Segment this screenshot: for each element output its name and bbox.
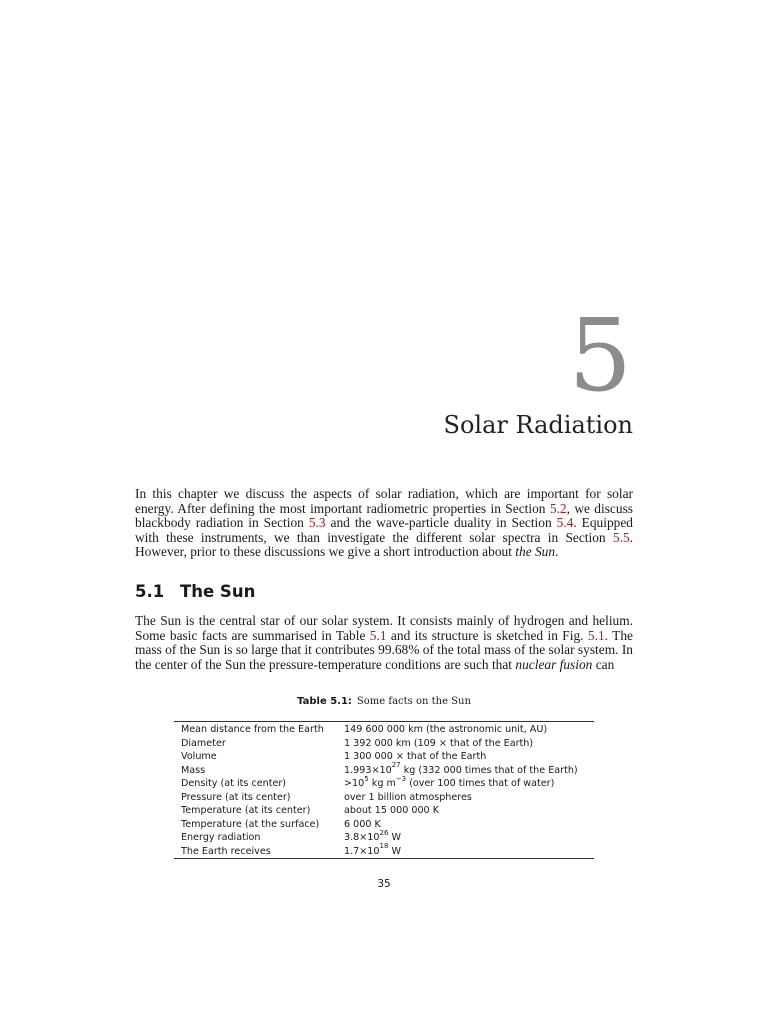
value-cell: about 15 000 000 K bbox=[344, 805, 440, 816]
intro-text-2: , we discuss blackbody radiation in Section bbox=[135, 500, 633, 531]
value-rest: (over 100 times that of water) bbox=[406, 778, 555, 789]
section-ref-5-4[interactable]: 5.4 bbox=[556, 515, 574, 531]
value-cell: 149 600 000 km (the astronomic unit, AU) bbox=[344, 724, 548, 735]
value-cell: over 1 billion atmospheres bbox=[344, 791, 472, 803]
table-row bbox=[174, 804, 594, 818]
table-row bbox=[174, 722, 594, 737]
table-caption-text: Some facts on the Sun bbox=[356, 696, 471, 707]
sun-text-3: . The mass of the Sun is so large that it contributes 99.68% of the total mass of the solar system. In the center of the Sun the pressure-temperature conditions are such that bbox=[135, 627, 633, 672]
value-base: 1.993×10 bbox=[344, 764, 392, 776]
value-cell: 1 300 000 × that of the Earth bbox=[344, 751, 487, 762]
table-ref[interactable]: 5.1 bbox=[369, 627, 387, 643]
value-cell bbox=[337, 761, 594, 778]
property-cell: Energy radiation bbox=[181, 832, 261, 843]
intro-text-5: . However, prior to these discussions we give a short introduction about bbox=[135, 529, 633, 560]
value-base: >10 bbox=[344, 778, 365, 789]
value-cell bbox=[337, 828, 594, 845]
value-exponent: 18 bbox=[379, 842, 389, 851]
sun-emphasis: nuclear fusion bbox=[515, 656, 593, 672]
table-row bbox=[174, 777, 594, 791]
property-cell: Mean distance from the Earth bbox=[181, 724, 324, 735]
intro-text-3: and the wave-particle duality in Section bbox=[325, 515, 557, 531]
intro-text-6: . bbox=[555, 544, 559, 560]
value-base: 3.8×10 bbox=[344, 832, 380, 843]
section-title: The Sun bbox=[180, 582, 256, 601]
value-exponent: 26 bbox=[379, 828, 389, 837]
property-cell: Volume bbox=[181, 751, 217, 762]
table-row bbox=[174, 791, 594, 805]
value-unit-exponent: −3 bbox=[395, 774, 407, 783]
figure-ref[interactable]: 5.1 bbox=[587, 627, 605, 643]
table-row bbox=[174, 845, 594, 859]
sun-text-1: The Sun is the central star of our solar system. It consists mainly of hydrogen and helium. Some basic facts are summarised in Table bbox=[135, 613, 633, 643]
value-cell: 6 000 K bbox=[344, 818, 381, 830]
sun-facts-table bbox=[174, 721, 594, 859]
value-rest: kg (332 000 times that of the Earth) bbox=[400, 764, 578, 776]
section-ref-5-5[interactable]: 5.5 bbox=[612, 529, 630, 545]
section-heading bbox=[135, 581, 255, 603]
table-row bbox=[174, 737, 594, 751]
property-cell: Temperature (at its center) bbox=[181, 805, 311, 816]
value-cell bbox=[337, 774, 594, 791]
intro-paragraph bbox=[135, 487, 633, 560]
intro-text-4: . Equipped with these instruments, we than investigate the different solar spectra in Section bbox=[135, 515, 634, 545]
property-cell: Density (at its center) bbox=[181, 778, 287, 789]
value-exponent: 5 bbox=[364, 774, 369, 783]
property-cell: Mass bbox=[181, 764, 206, 776]
section-number: 5.1 bbox=[135, 582, 165, 601]
chapter-number: 5 bbox=[568, 297, 632, 414]
chapter-title: Solar Radiation bbox=[443, 411, 633, 439]
table-row bbox=[174, 750, 594, 764]
value-cell: 1 392 000 km (109 × that of the Earth) bbox=[344, 737, 534, 749]
value-rest: W bbox=[388, 832, 401, 843]
sun-text-2: and its structure is sketched in Fig. bbox=[386, 627, 588, 643]
property-cell: Temperature (at the surface) bbox=[181, 818, 320, 830]
property-cell: Diameter bbox=[181, 737, 226, 749]
property-cell: Pressure (at its center) bbox=[181, 791, 291, 803]
intro-text-1: In this chapter we discuss the aspects of solar radiation, which are important for solar energy. After defining the most important radiometric properties in Section bbox=[135, 486, 633, 516]
table-row bbox=[174, 764, 594, 778]
table-caption-label: Table 5.1: bbox=[297, 696, 352, 707]
value-cell bbox=[337, 842, 594, 859]
page-number: 35 bbox=[377, 878, 391, 890]
sun-text-4: can bbox=[592, 656, 615, 672]
sun-paragraph bbox=[135, 614, 633, 672]
intro-emphasis: the Sun bbox=[515, 544, 556, 560]
value-base: 1.7×10 bbox=[344, 845, 380, 857]
value-rest: W bbox=[388, 845, 401, 857]
property-cell: The Earth receives bbox=[181, 845, 271, 857]
value-exponent: 27 bbox=[391, 761, 401, 770]
section-ref-5-3[interactable]: 5.3 bbox=[308, 515, 326, 531]
table-caption bbox=[0, 695, 768, 709]
section-ref-5-2[interactable]: 5.2 bbox=[549, 500, 567, 516]
value-unit: kg m bbox=[368, 778, 396, 789]
